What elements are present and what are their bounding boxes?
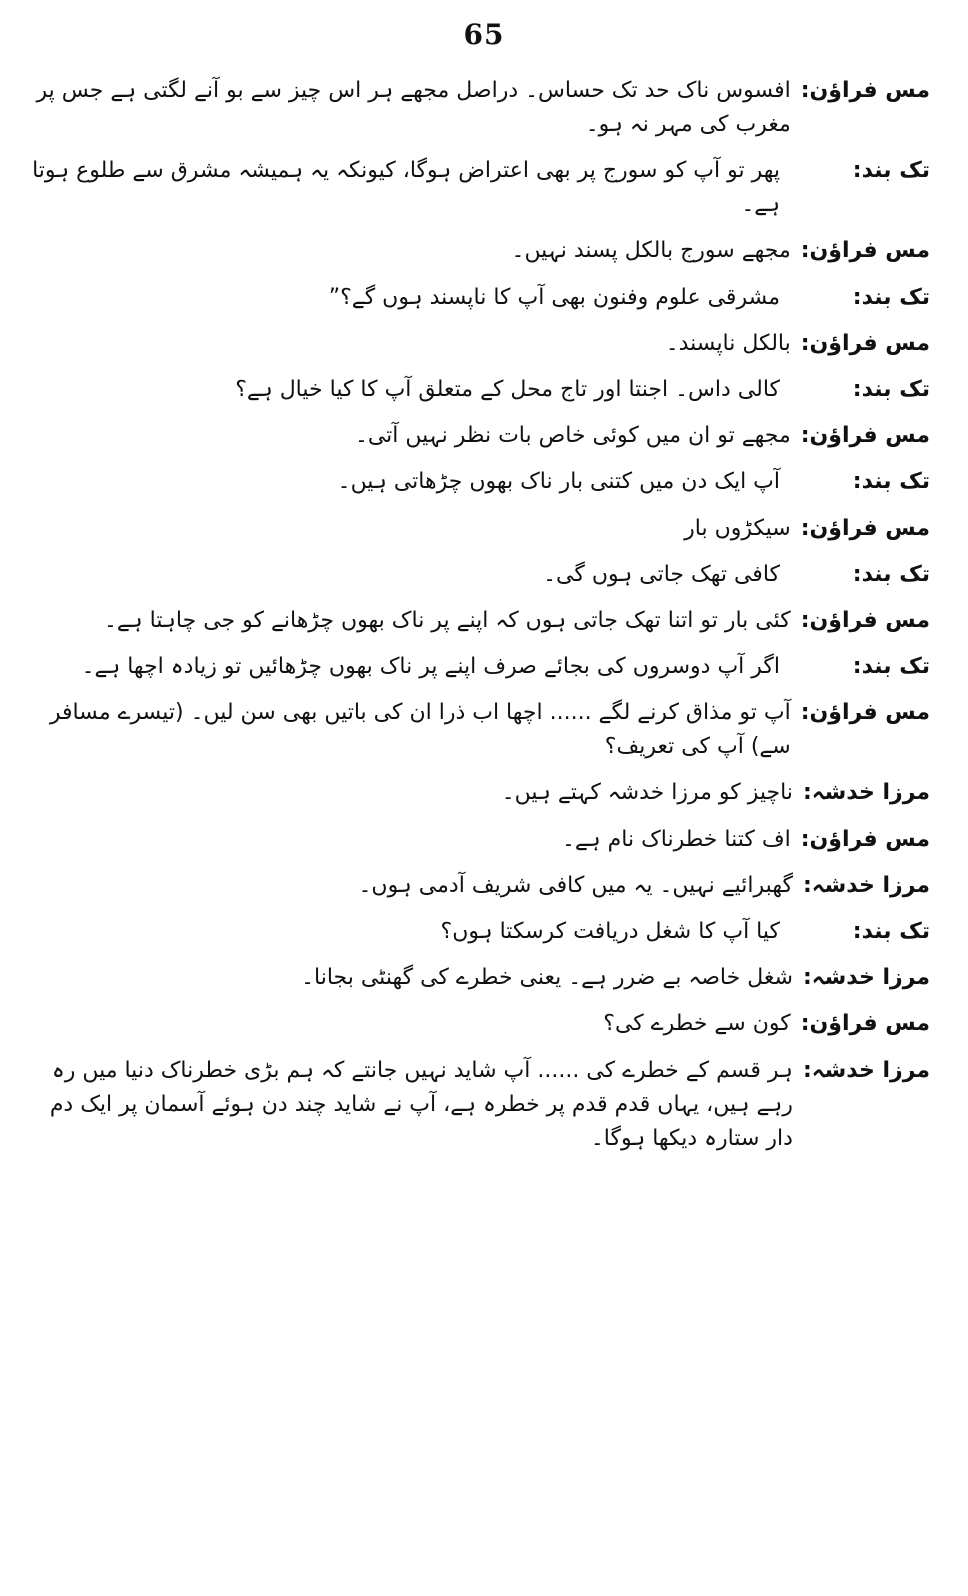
speech-text: مشرقی علوم وفنون بھی آپ کا ناپسند ہوں گے؟”	[328, 284, 780, 310]
dialogue-line	[30, 696, 930, 764]
dialogue-line	[30, 419, 930, 453]
speaker-name: تک بند:	[852, 158, 930, 184]
speech-text: بالکل ناپسند۔	[665, 330, 791, 356]
speaker-name: مرزا خدشہ:	[802, 1057, 930, 1083]
speech-text: گھبرائیے نہیں۔ یہ میں کافی شریف آدمی ہوں۔	[358, 872, 793, 898]
speech-text: شغل خاصہ بے ضرر ہے۔ یعنی خطرے کی گھنٹی بجانا۔	[301, 965, 793, 991]
speech-text: مجھے سورج بالکل پسند نہیں۔	[511, 238, 791, 264]
speech-text: آپ ایک دن میں کتنی بار ناک بھوں چڑھاتی ہیں۔	[337, 469, 780, 495]
speech-text: افسوس ناک حد تک حساس۔ دراصل مجھے ہر اس چیز سے بو آنے لگتی ہے جس پر مغرب کی مہر نہ ہو۔	[36, 78, 791, 137]
speaker-name: مس فراؤن:	[800, 607, 930, 633]
dialogue-line	[30, 650, 930, 684]
dialogue-line	[30, 604, 930, 638]
speaker-name: مرزا خدشہ:	[802, 872, 930, 898]
dialogue-block	[30, 74, 930, 1168]
speaker-name: مس فراؤن:	[800, 700, 930, 726]
dialogue-line	[30, 558, 930, 592]
speech-text: ہر قسم کے خطرے کی ...... آپ شاید نہیں جانتے کہ ہم بڑی خطرناک دنیا میں رہ رہے ہیں، یہاں قدم قدم پر خطرہ ہے، آپ نے شاید چند دن ہوئے آسمان پر ایک دم دار ستارہ دیکھا ہوگا۔	[49, 1057, 793, 1151]
speech-text: سیکڑوں بار	[684, 515, 791, 541]
speech-text: کافی تھک جاتی ہوں گی۔	[543, 561, 780, 587]
speaker-name: تک بند:	[852, 919, 930, 944]
speech-text: آپ تو مذاق کرنے لگے ...... اچھا اب ذرا ان کی باتیں بھی سن لیں۔ (تیسرے مسافر سے) آپ کی تعریف؟	[49, 700, 791, 760]
dialogue-line	[30, 823, 930, 857]
speech-text: کون سے خطرے کی؟	[603, 1011, 791, 1037]
speech-text: کیا آپ کا شغل دریافت کرسکتا ہوں؟	[440, 919, 780, 944]
dialogue-line	[30, 281, 930, 315]
speaker-name: مس فراؤن:	[800, 826, 930, 852]
speech-text: اگر آپ دوسروں کی بجائے صرف اپنے پر ناک بھوں چڑھائیں تو زیادہ اچھا ہے۔	[81, 654, 780, 680]
page-number: 65	[463, 18, 505, 51]
dialogue-line	[30, 373, 930, 407]
speaker-name: تک بند:	[852, 654, 930, 680]
dialogue-line	[30, 234, 930, 268]
speech-text: کالی داس۔ اجنتا اور تاج محل کے متعلق آپ کا کیا خیال ہے؟	[235, 376, 780, 402]
dialogue-line	[30, 465, 930, 499]
dialogue-line	[30, 776, 930, 810]
dialogue-line	[30, 915, 930, 949]
speech-text: ناچیز کو مرزا خدشہ کہتے ہیں۔	[501, 780, 793, 806]
dialogue-line	[30, 1007, 930, 1041]
speaker-name: مس فراؤن:	[800, 238, 930, 264]
speaker-name: تک بند:	[852, 469, 930, 495]
speaker-name: مرزا خدشہ:	[802, 780, 930, 806]
speaker-name: تک بند:	[852, 561, 930, 587]
speaker-name: مس فراؤن:	[800, 423, 930, 449]
dialogue-line	[30, 961, 930, 995]
speech-text: مجھے تو ان میں کوئی خاص بات نظر نہیں آتی۔	[354, 423, 791, 449]
speaker-name: مس فراؤن:	[800, 330, 930, 356]
dialogue-line	[30, 1054, 930, 1156]
dialogue-line	[30, 512, 930, 546]
speaker-name: تک بند:	[852, 376, 930, 402]
dialogue-line	[30, 74, 930, 142]
dialogue-line	[30, 869, 930, 903]
speaker-name: مرزا خدشہ:	[802, 965, 930, 991]
speaker-name: مس فراؤن:	[800, 78, 930, 103]
dialogue-line	[30, 154, 930, 222]
speaker-name: تک بند:	[852, 284, 930, 310]
speech-text: پھر تو آپ کو سورج پر بھی اعتراض ہوگا، کیونکہ یہ ہمیشہ مشرق سے طلوع ہوتا ہے۔	[32, 158, 780, 218]
speaker-name: مس فراؤن:	[800, 1011, 930, 1037]
speech-text: اف کتنا خطرناک نام ہے۔	[561, 826, 791, 852]
speech-text: کئی بار تو اتنا تھک جاتی ہوں کہ اپنے پر ناک بھوں چڑھانے کو جی چاہتا ہے۔	[104, 607, 791, 633]
speaker-name: مس فراؤن:	[800, 515, 930, 541]
dialogue-line	[30, 327, 930, 361]
